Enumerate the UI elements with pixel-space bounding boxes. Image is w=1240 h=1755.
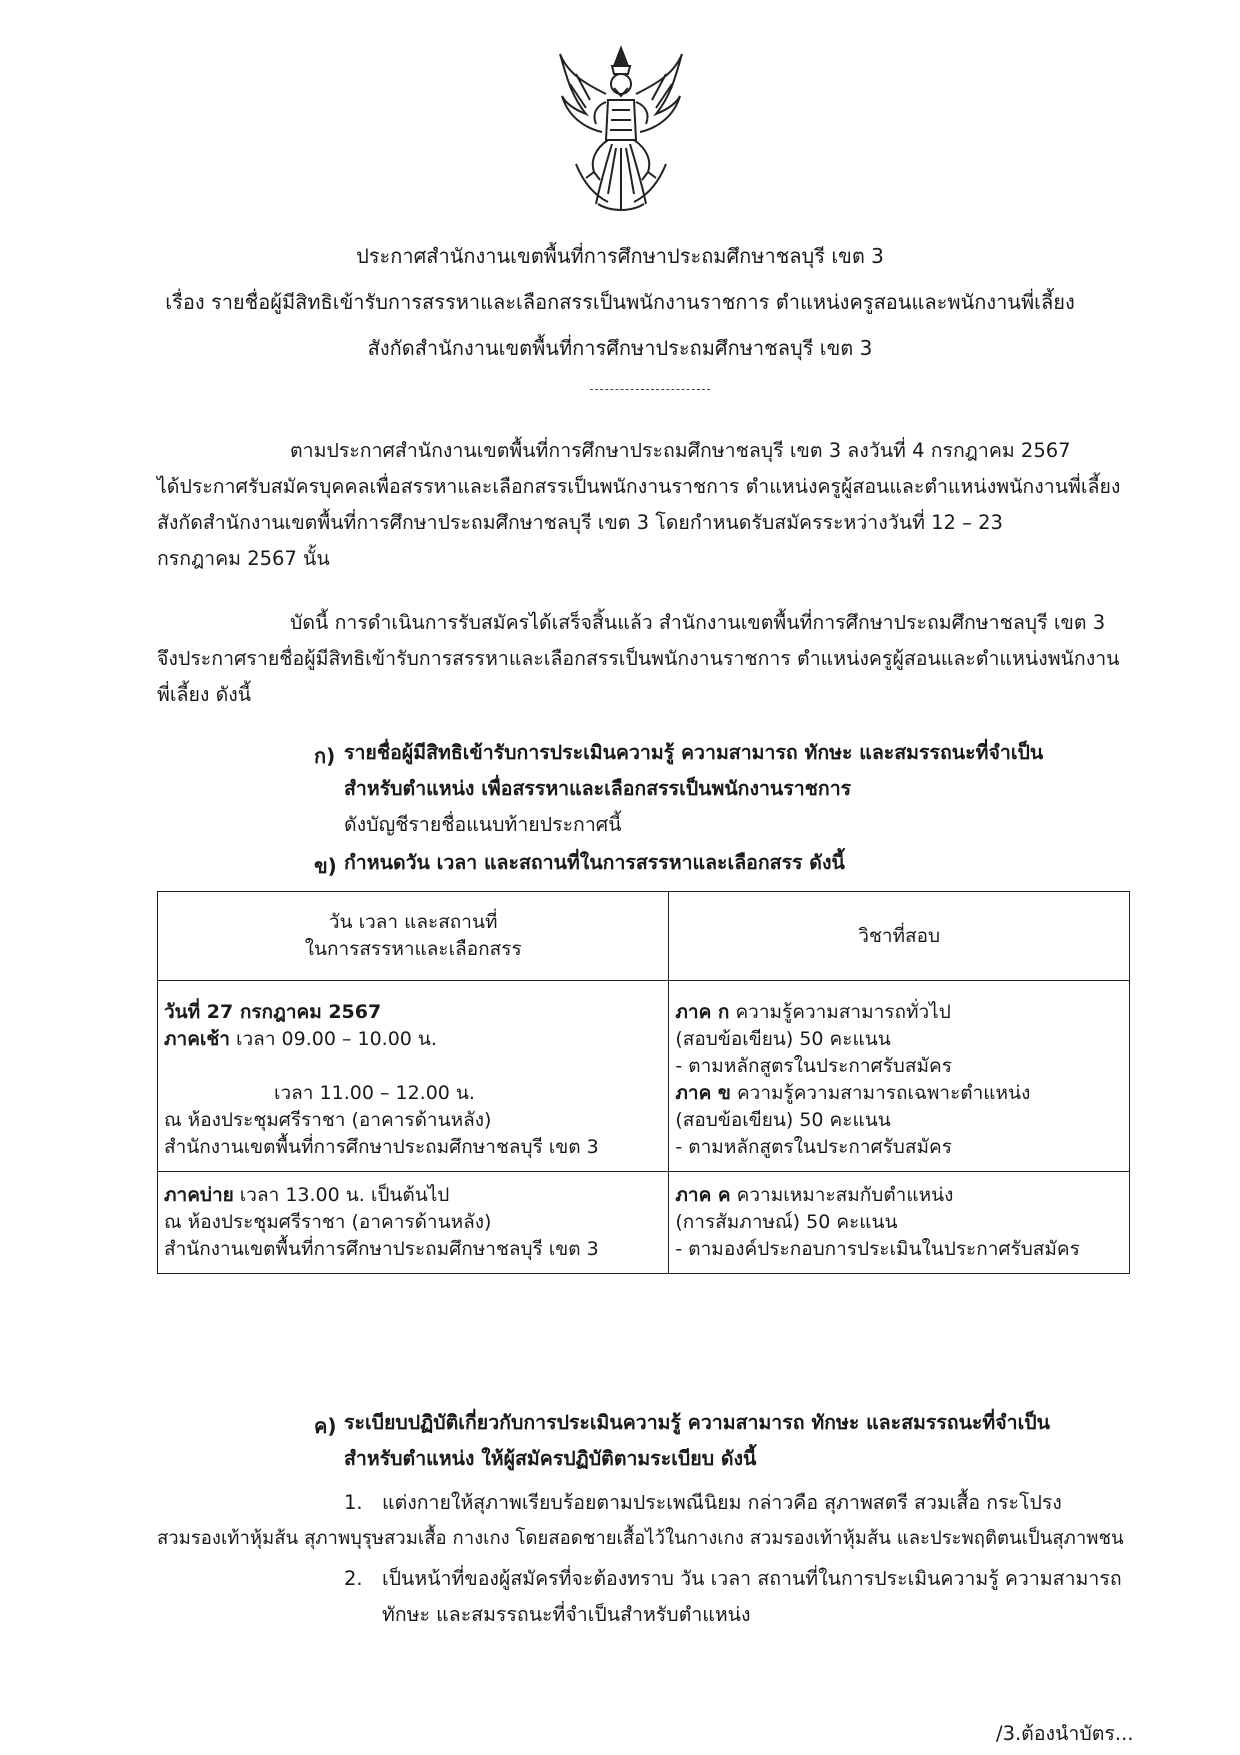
part-c-label: ภาค ค xyxy=(675,1184,731,1206)
rule1-line2: สวมรองเท้าหุ้มส้น สุภาพบุรุษสวมเสื้อ กางเกง โดยสอดชายเสื้อไว้ในกางเกง สวมรองเท้าหุ้มส้น และประพฤติตนเป็นสุภาพชน xyxy=(157,1528,1124,1549)
row1-datetime-cell xyxy=(158,981,669,1172)
rule1-line1: แต่งกายให้สุภาพเรียบร้อยตามประเพณีนิยม กล่าวคือ สุภาพสตรี สวมเสื้อ กระโปรง xyxy=(382,1491,1062,1514)
item-b-line1: กำหนดวัน เวลา และสถานที่ในการสรรหาและเลือกสรร ดังนี้ xyxy=(344,851,845,874)
item-a-line2: สำหรับตำแหน่ง เพื่อสรรหาและเลือกสรรเป็นพนักงานราชการ xyxy=(344,777,852,800)
part-b-text: ความรู้ความสามารถเฉพาะตำแหน่ง xyxy=(730,1082,1031,1104)
announcement-title: ประกาศสำนักงานเขตพื้นที่การศึกษาประถมศึกษาชลบุรี เขต 3 xyxy=(356,244,884,268)
header-datetime-line1: วัน เวลา และสถานที่ xyxy=(328,911,498,933)
garuda-emblem xyxy=(556,44,686,216)
row1-subject-cell xyxy=(669,981,1130,1172)
item-a-line3: ดังบัญชีรายชื่อแนบท้ายประกาศนี้ xyxy=(344,813,622,836)
continuation-note: /3.ต้องนำบัตร... xyxy=(996,1722,1134,1745)
row-spacer xyxy=(164,1053,662,1080)
part-a-label: ภาค ก xyxy=(675,1001,730,1023)
item-c-line1: ระเบียบปฏิบัติเกี่ยวกับการประเมินความรู้ ความสามารถ ทักษะ และสมรรถนะที่จำเป็น xyxy=(344,1411,1051,1434)
para1-line3: สังกัดสำนักงานเขตพื้นที่การศึกษาประถมศึกษาชลบุรี เขต 3 โดยกำหนดรับสมัครระหว่างวันที่ 12 – 23 xyxy=(157,511,1003,534)
item-a-marker: ก) xyxy=(314,744,336,768)
announcement-affiliation: สังกัดสำนักงานเขตพื้นที่การศึกษาประถมศึกษาชลบุรี เขต 3 xyxy=(367,336,873,360)
venue-room: ณ ห้องประชุมศรีราชา (อาคารด้านหลัง) xyxy=(164,1211,492,1233)
venue-office: สำนักงานเขตพื้นที่การศึกษาประถมศึกษาชลบุรี เขต 3 xyxy=(164,1136,599,1158)
table-row xyxy=(158,981,1130,1172)
part-a-note: - ตามหลักสูตรในประกาศรับสมัคร xyxy=(675,1055,952,1077)
header-datetime-line2: ในการสรรหาและเลือกสรร xyxy=(304,938,522,960)
part-c-text: ความเหมาะสมกับตำแหน่ง xyxy=(730,1184,954,1206)
morning-label: ภาคเช้า xyxy=(164,1028,230,1050)
rule1-number: 1. xyxy=(344,1491,363,1514)
para2-line3: พี่เลี้ยง ดังนี้ xyxy=(157,683,252,706)
venue-room: ณ ห้องประชุมศรีราชา (อาคารด้านหลัง) xyxy=(164,1109,492,1131)
item-b-marker: ข) xyxy=(314,854,337,878)
part-a xyxy=(675,999,1123,1026)
part-c-note: - ตามองค์ประกอบการประเมินในประกาศรับสมัคร xyxy=(675,1238,1080,1260)
part-a-text: ความรู้ความสามารถทั่วไป xyxy=(729,1001,951,1023)
afternoon-time: เวลา 13.00 น. เป็นต้นไป xyxy=(233,1184,450,1206)
item-c-line2: สำหรับตำแหน่ง ให้ผู้สมัครปฏิบัติตามระเบียบ ดังนี้ xyxy=(344,1447,757,1470)
item-a-line1: รายชื่อผู้มีสิทธิเข้ารับการประเมินความรู้ ความสามารถ ทักษะ และสมรรถนะที่จำเป็น xyxy=(344,741,1044,764)
para2-line2: จึงประกาศรายชื่อผู้มีสิทธิเข้ารับการสรรหาและเลือกสรรเป็นพนักงานราชการ ตำแหน่งครูผู้สอนและตำแหน่งพนักงาน xyxy=(157,647,1120,670)
row2-datetime-cell xyxy=(158,1172,669,1274)
para2-line1: บัดนี้ การดำเนินการรับสมัครได้เสร็จสิ้นแล้ว สำนักงานเขตพื้นที่การศึกษาประถมศึกษาชลบุรี เขต 3 xyxy=(290,611,1106,634)
rule2-line1: เป็นหน้าที่ของผู้สมัครที่จะต้องทราบ วัน เวลา สถานที่ในการประเมินความรู้ ความสามารถ xyxy=(382,1567,1122,1590)
schedule-table xyxy=(157,891,1130,1274)
afternoon-session xyxy=(164,1182,662,1209)
morning-time: เวลา 09.00 – 10.00 น. xyxy=(229,1028,437,1050)
second-time: เวลา 11.00 – 12.00 น. xyxy=(274,1082,475,1104)
table-header-row xyxy=(158,892,1130,981)
para1-line1: ตามประกาศสำนักงานเขตพื้นที่การศึกษาประถมศึกษาชลบุรี เขต 3 ลงวันที่ 4 กรกฎาคม 2567 xyxy=(290,439,1071,462)
header-divider xyxy=(590,389,710,390)
venue-office: สำนักงานเขตพื้นที่การศึกษาประถมศึกษาชลบุรี เขต 3 xyxy=(164,1238,599,1260)
para1-line2: ได้ประกาศรับสมัครบุคคลเพื่อสรรหาและเลือกสรรเป็นพนักงานราชการ ตำแหน่งครูผู้สอนและตำแหน่งพนักงานพี่เลี้ยง xyxy=(157,475,1121,498)
exam-date: วันที่ 27 กรกฎาคม 2567 xyxy=(164,1001,382,1023)
rule2-line2: ทักษะ และสมรรถนะที่จำเป็นสำหรับตำแหน่ง xyxy=(382,1603,751,1626)
item-c-marker: ค) xyxy=(314,1414,337,1438)
rule2-number: 2. xyxy=(344,1567,363,1590)
part-a-score: (สอบข้อเขียน) 50 คะแนน xyxy=(675,1028,891,1050)
part-b xyxy=(675,1080,1123,1107)
table-row xyxy=(158,1172,1130,1274)
morning-session xyxy=(164,1026,662,1053)
row2-subject-cell xyxy=(669,1172,1130,1274)
part-b-score: (สอบข้อเขียน) 50 คะแนน xyxy=(675,1109,891,1131)
part-b-note: - ตามหลักสูตรในประกาศรับสมัคร xyxy=(675,1136,952,1158)
part-c xyxy=(675,1182,1123,1209)
para1-line4: กรกฎาคม 2567 นั้น xyxy=(157,547,330,570)
announcement-subject: เรื่อง รายชื่อผู้มีสิทธิเข้ารับการสรรหาและเลือกสรรเป็นพนักงานราชการ ตำแหน่งครูสอนและพนักงานพี่เลี้ยง xyxy=(165,290,1075,314)
afternoon-label: ภาคบ่าย xyxy=(164,1184,234,1206)
part-c-score: (การสัมภาษณ์) 50 คะแนน xyxy=(675,1211,898,1233)
part-b-label: ภาค ข xyxy=(675,1082,731,1104)
header-cell-subject: วิชาที่สอบ xyxy=(669,892,1130,981)
header-cell-datetime xyxy=(158,892,669,981)
